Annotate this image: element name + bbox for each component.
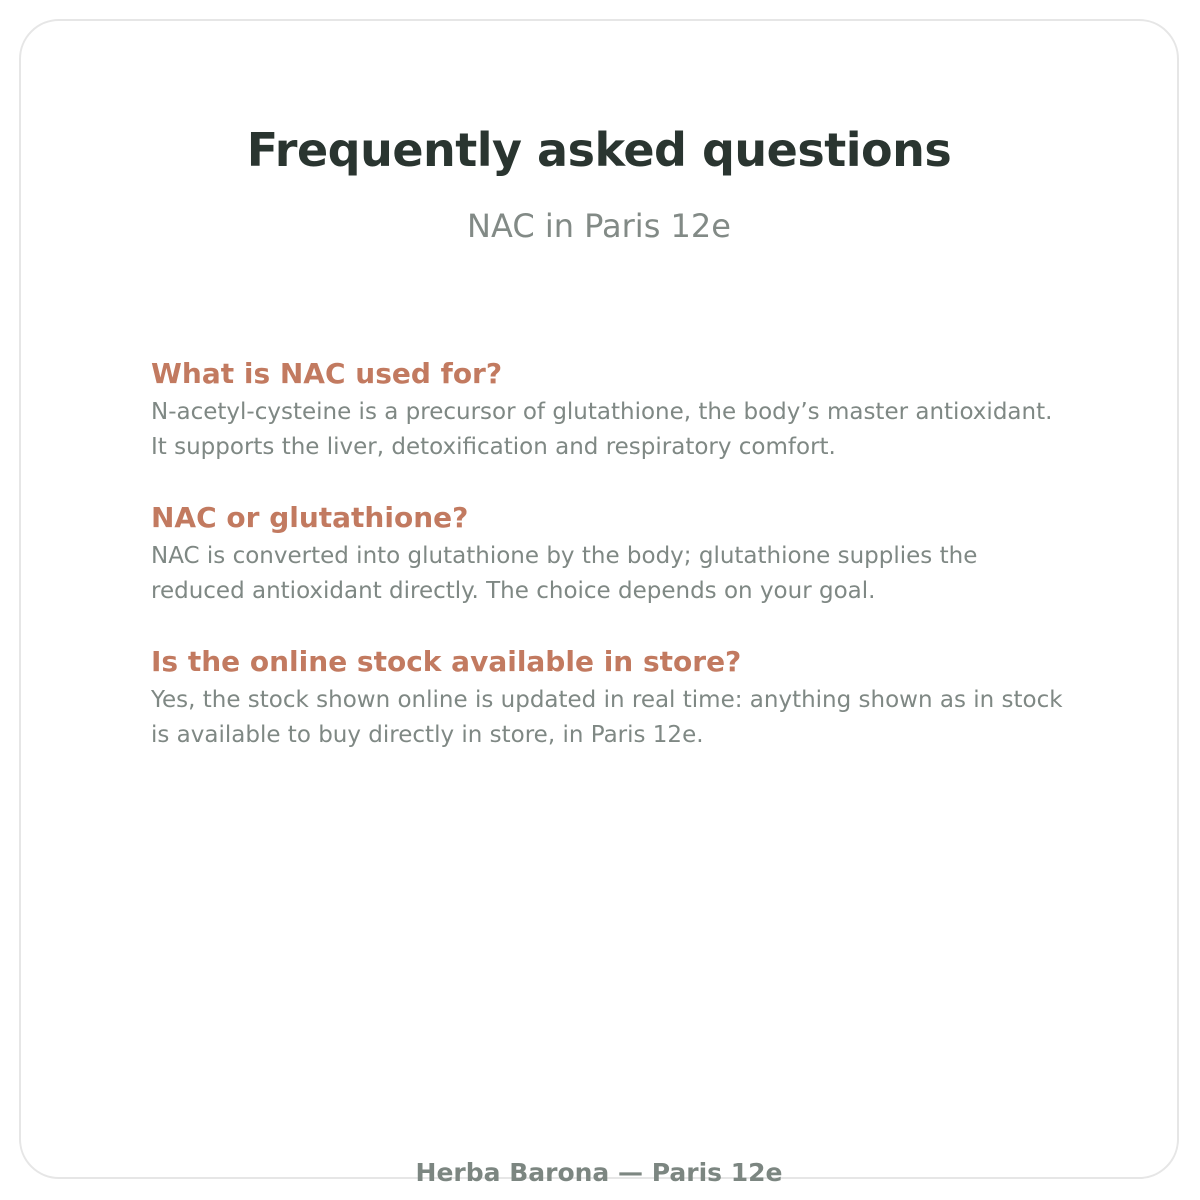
faq-question: What is NAC used for?	[151, 357, 503, 390]
footer-store-name: Herba Barona — Paris 12e	[415, 1158, 783, 1187]
faq-card	[19, 19, 1179, 1187]
faq-answer: Yes, the stock shown online is updated in real time: anything shown as in stock is available to buy directly in store, in Paris 12e.	[151, 687, 1063, 748]
faq-answer: N-acetyl-cysteine is a precursor of glutathione, the body’s master antioxidant. It supports the liver, detoxification and respiratory comfort.	[151, 399, 1053, 460]
faq-item	[151, 641, 1141, 753]
faq-question: Is the online stock available in store?	[151, 645, 742, 678]
faq-list	[151, 353, 1141, 785]
faq-answer: NAC is converted into glutathione by the body; glutathione supplies the reduced antioxidant directly. The choice depends on your goal.	[151, 543, 978, 604]
faq-item	[151, 353, 1141, 465]
faq-question: NAC or glutathione?	[151, 501, 469, 534]
page-title: Frequently asked questions	[246, 123, 952, 177]
faq-item	[151, 497, 1141, 609]
page-subtitle: NAC in Paris 12e	[467, 207, 731, 245]
